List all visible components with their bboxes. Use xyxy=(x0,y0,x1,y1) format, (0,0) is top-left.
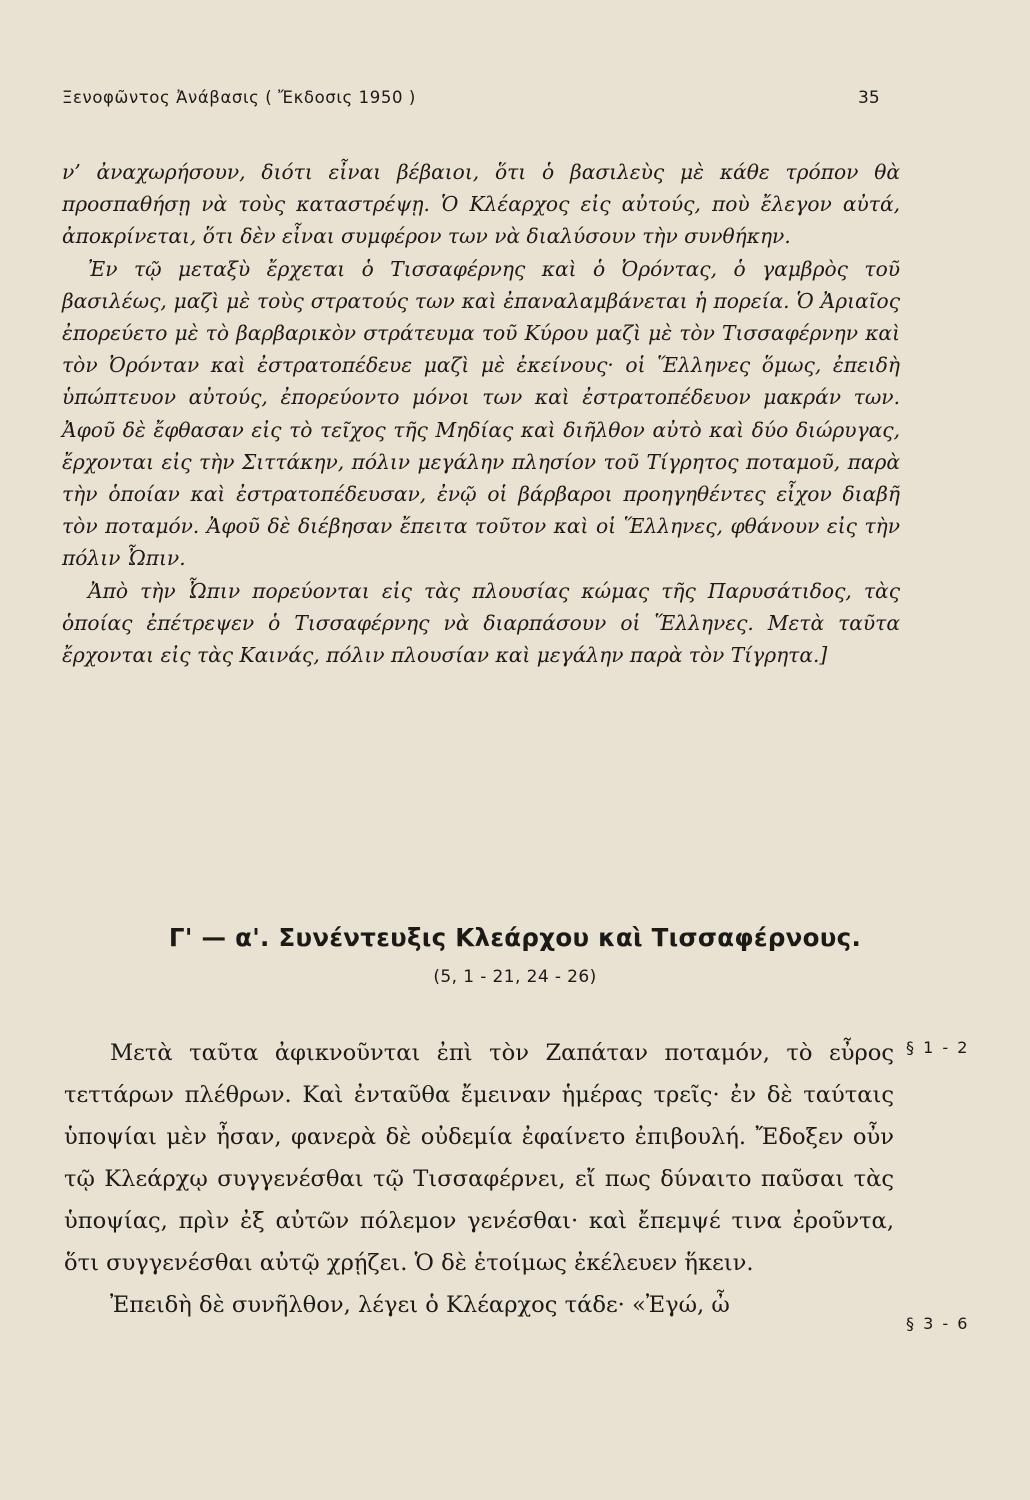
page-number: 35 xyxy=(858,88,880,108)
margin-note: § 1 - 2 xyxy=(906,1038,970,1057)
translation-paragraph: ν’ ἀναχωρήσουν, διότι εἶναι βέβαιοι, ὅτι ὁ βασιλεὺς μὲ κάθε τρόπον θὰ προσπαθήσῃ νὰ τοὺς καταστρέψῃ. Ὁ Κλέαρχος εἰς αὐτούς, ποὺ ἔλεγον αὐτά, ἀποκρίνεται, ὅτι δὲν εἶναι συμφέρον των νὰ διαλύσουν τὴν συνθήκην. xyxy=(62,160,900,249)
ancient-paragraph: Ἐπειδὴ δὲ συνῆλθον, λέγει ὁ Κλέαρχος τάδε· «Ἐγώ, ὦ xyxy=(110,1292,730,1318)
translation-paragraph: Ἐν τῷ μεταξὺ ἔρχεται ὁ Τισσαφέρνης καὶ ὁ Ὀρόντας, ὁ γαμβρὸς τοῦ βασιλέως, μαζὶ μὲ τοὺς στρατούς των καὶ ἐπαναλαμβάνεται ἡ πορεία. Ὁ Ἀριαῖος ἐπορεύετο μὲ τὸ βαρβαρικὸν στράτευμα τοῦ Κύρου μαζὶ μὲ τὸν Τισσαφέρνην καὶ τὸν Ὀρόνταν καὶ ἐστρατοπέδευε μαζὶ μὲ ἐκείνους· οἱ Ἕλληνες ὅμως, ἐπειδὴ ὑπώπτευον αὐτούς, ἐπορεύοντο μόνοι των καὶ ἐστρατοπέδευον μακράν των. Ἀφοῦ δὲ ἔφθασαν εἰς τὸ τεῖχος τῆς Μηδίας καὶ διῆλθον αὐτὸ καὶ δύο διώρυγας, ἔρχονται εἰς τὴν Σιττάκην, πόλιν μεγάλην πλησίον τοῦ Τίγρητος ποταμοῦ, παρὰ τὴν ὁποίαν καὶ ἐστρατοπέδευσαν, ἐνῷ οἱ βάρβαροι προηγηθέντες εἶχον διαβῆ τὸν ποταμόν. Ἀφοῦ δὲ διέβησαν ἔπειτα τοῦτον καὶ οἱ Ἕλληνες, φθάνουν εἰς τὴν πόλιν Ὦπιν. xyxy=(62,256,900,571)
translation-paragraph: Ἀπὸ τὴν Ὦπιν πορεύονται εἰς τὰς πλουσίας κώμας τῆς Παρυσάτιδος, τὰς ὁποίας ἐπέτρεψεν ὁ Τισσαφέρνης νὰ διαρπάσουν οἱ Ἕλληνες. Μετὰ ταῦτα ἔρχονται εἰς τὰς Καινάς, πόλιν πλουσίαν καὶ μεγάλην παρὰ τὸν Τίγρητα.] xyxy=(62,578,900,668)
section-reference: (5, 1 - 21, 24 - 26) xyxy=(433,967,597,987)
ancient-greek-text xyxy=(64,1032,894,1326)
modern-greek-translation xyxy=(62,156,900,671)
running-title: Ξενοφῶντος Ἀνάβασις ( Ἔκδοσις 1950 ) xyxy=(62,88,416,107)
section-title: Γ' — α'. Συνέντευξις Κλεάρχου καὶ Τισσαφέρνους. xyxy=(168,923,862,952)
margin-note: § 3 - 6 xyxy=(906,1314,970,1333)
ancient-paragraph: Μετὰ ταῦτα ἀφικνοῦνται ἐπὶ τὸν Ζαπάταν ποταμόν, τὸ εὖρος τεττάρων πλέθρων. Καὶ ἐνταῦθα ἔμειναν ἡμέρας τρεῖς· ἐν δὲ ταύταις ὑποψίαι μὲν ἦσαν, φανερὰ δὲ οὐδεμία ἐφαίνετο ἐπιβουλή. Ἔδοξεν οὖν τῷ Κλεάρχῳ συγγενέσθαι τῷ Τισσαφέρνει, εἴ πως δύναιτο παῦσαι τὰς ὑποψίας, πρὶν ἐξ αὐτῶν πόλεμον γενέσθαι· καὶ ἔπεμψέ τινα ἐροῦντα, ὅτι συγγενέσθαι αὐτῷ χρῄζει. Ὁ δὲ ἑτοίμως ἐκέλευεν ἥκειν. xyxy=(64,1040,894,1276)
